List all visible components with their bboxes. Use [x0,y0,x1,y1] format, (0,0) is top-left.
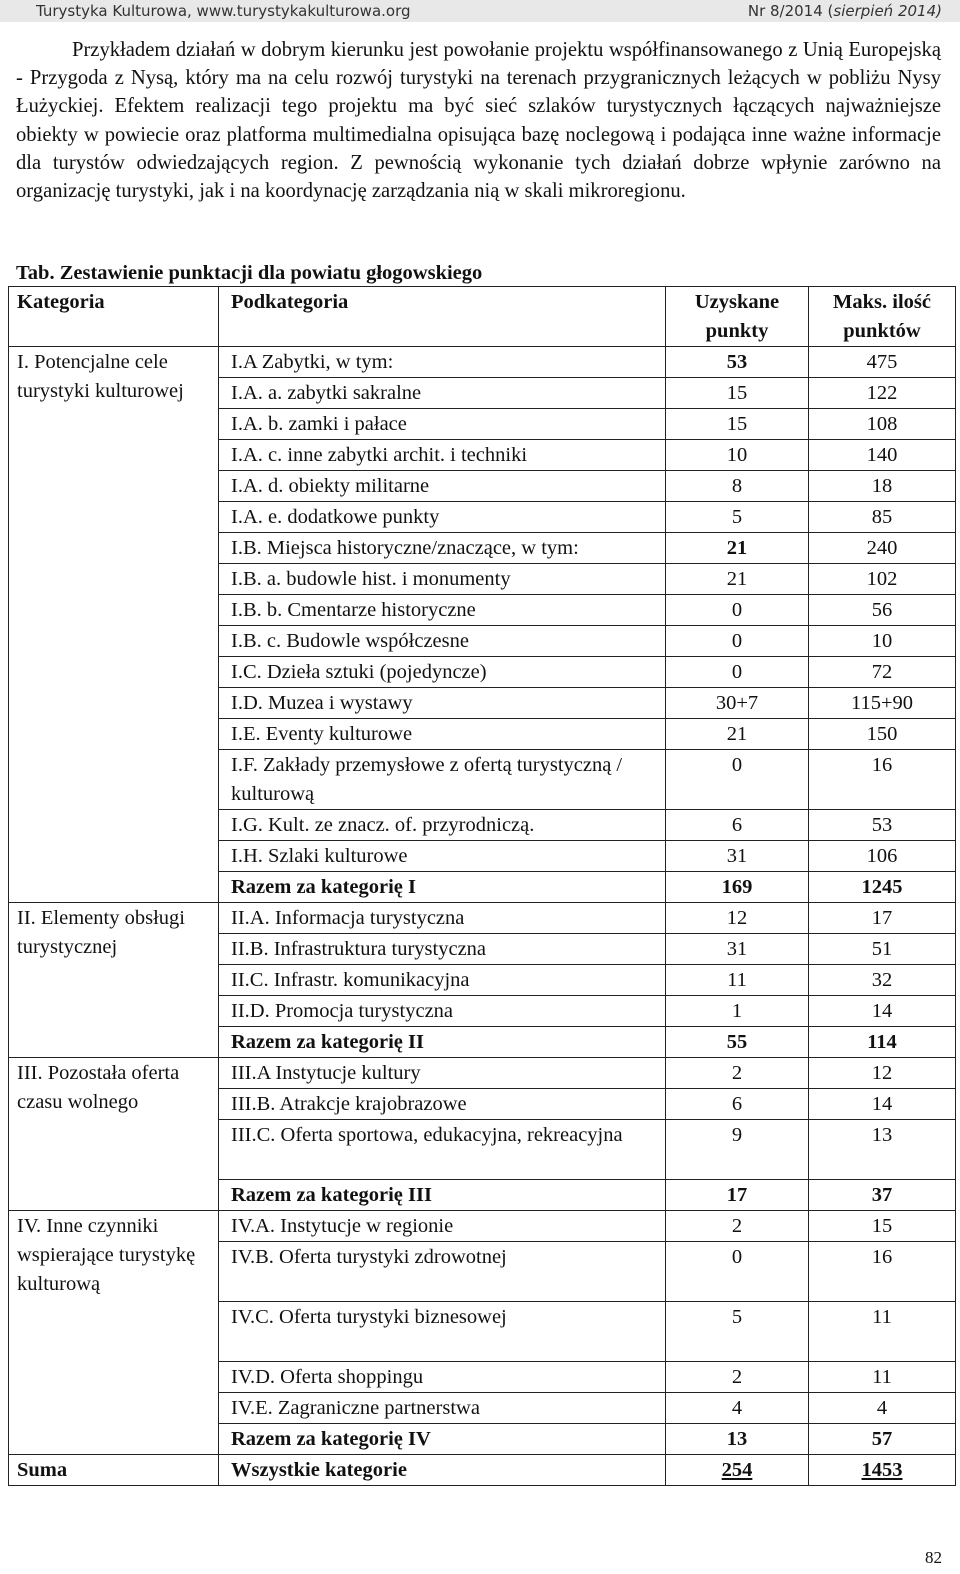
points-cell: 8 [666,471,809,502]
max-points-cell: 150 [809,719,956,750]
body-paragraph: Przykładem działań w dobrym kierunku jest powołanie projektu współfinansowanego z Unią Europejską - Przygoda z Nysą, który ma na celu rozwój turystyki na terenach przygranicznych leżących w pobliżu Nysy Łużyckiej. Efektem realizacji tego projektu ma być sieć szlaków turystycznych łączących najważniejsze obiekty w powiecie oraz platforma multimedialna opisująca bazę noclegową i podająca inne ważne informacje dla turystów odwiedzających region. Z pewnością wykonanie tych działań dobrze wpłynie zarówno na organizację turystyki, jak i na koordynację zarządzania nią w skali mikroregionu. [16,39,941,203]
points-cell: 9 [666,1120,809,1180]
points-cell: 2 [666,1058,809,1089]
running-header [0,0,960,22]
points-cell: 2 [666,1211,809,1242]
subcategory-cell: Razem za kategorię III [219,1180,666,1211]
points-cell: 15 [666,378,809,409]
max-points-cell: 16 [809,750,956,810]
subcategory-cell: I.E. Eventy kulturowe [219,719,666,750]
points-cell: 21 [666,719,809,750]
max-points-cell: 51 [809,934,956,965]
max-points-cell: 53 [809,810,956,841]
points-cell: 10 [666,440,809,471]
subcategory-cell: I.A. c. inne zabytki archit. i techniki [219,440,666,471]
max-points-cell: 11 [809,1362,956,1393]
points-cell: 31 [666,934,809,965]
category-cell: IV. Inne czynniki wspierające turystykę kulturową [9,1211,219,1455]
subcategory-cell: II.B. Infrastruktura turystyczna [219,934,666,965]
max-points-cell: 12 [809,1058,956,1089]
subcategory-cell: I.G. Kult. ze znacz. of. przyrodniczą. [219,810,666,841]
subcategory-cell: I.H. Szlaki kulturowe [219,841,666,872]
subcategory-cell: III.C. Oferta sportowa, edukacyjna, rekreacyjna [219,1120,666,1180]
max-points-cell: 32 [809,965,956,996]
category-cell: II. Elementy obsługi turystycznej [9,903,219,1058]
subcategory-cell: IV.E. Zagraniczne partnerstwa [219,1393,666,1424]
header-kategoria: Kategoria [9,287,219,347]
table-row [9,1211,956,1242]
points-cell: 4 [666,1393,809,1424]
sum-points: 254 [666,1455,809,1486]
subcategory-cell: Razem za kategorię II [219,1027,666,1058]
subcategory-cell: I.A Zabytki, w tym: [219,347,666,378]
table-header-row [9,287,956,347]
category-cell: I. Potencjalne cele turystyki kulturowej [9,347,219,903]
table-row [9,347,956,378]
points-cell: 2 [666,1362,809,1393]
scores-table [8,286,956,1486]
category-cell: III. Pozostała oferta czasu wolnego [9,1058,219,1211]
points-cell: 0 [666,626,809,657]
points-cell: 17 [666,1180,809,1211]
max-points-cell: 475 [809,347,956,378]
sum-row [9,1455,956,1486]
max-points-cell: 57 [809,1424,956,1455]
subcategory-cell: I.B. Miejsca historyczne/znaczące, w tym: [219,533,666,564]
max-points-cell: 16 [809,1242,956,1302]
subcategory-cell: I.A. e. dodatkowe punkty [219,502,666,533]
subcategory-cell: IV.C. Oferta turystyki biznesowej [219,1302,666,1362]
points-cell: 0 [666,657,809,688]
points-cell: 31 [666,841,809,872]
subcategory-cell: I.A. b. zamki i pałace [219,409,666,440]
subcategory-cell: II.D. Promocja turystyczna [219,996,666,1027]
points-cell: 0 [666,750,809,810]
points-cell: 5 [666,502,809,533]
table-row [9,903,956,934]
table-caption: Tab. Zestawienie punktacji dla powiatu głogowskiego [16,262,483,284]
sum-label: Suma [9,1455,219,1486]
max-points-cell: 11 [809,1302,956,1362]
subcategory-cell: IV.D. Oferta shoppingu [219,1362,666,1393]
subcategory-cell: III.A Instytucje kultury [219,1058,666,1089]
max-points-cell: 15 [809,1211,956,1242]
max-points-cell: 37 [809,1180,956,1211]
max-points-cell: 14 [809,996,956,1027]
max-points-cell: 72 [809,657,956,688]
points-cell: 15 [666,409,809,440]
points-cell: 1 [666,996,809,1027]
max-points-cell: 115+90 [809,688,956,719]
subcategory-cell: IV.B. Oferta turystyki zdrowotnej [219,1242,666,1302]
max-points-cell: 140 [809,440,956,471]
max-points-cell: 240 [809,533,956,564]
subcategory-cell: I.A. d. obiekty militarne [219,471,666,502]
max-points-cell: 122 [809,378,956,409]
max-points-cell: 4 [809,1393,956,1424]
max-points-cell: 56 [809,595,956,626]
header-uzyskane: Uzyskane punkty [666,287,809,347]
max-points-cell: 14 [809,1089,956,1120]
max-points-cell: 10 [809,626,956,657]
subcategory-cell: I.B. b. Cmentarze historyczne [219,595,666,626]
max-points-cell: 85 [809,502,956,533]
max-points-cell: 108 [809,409,956,440]
max-points-cell: 13 [809,1120,956,1180]
max-points-cell: 106 [809,841,956,872]
points-cell: 11 [666,965,809,996]
points-cell: 55 [666,1027,809,1058]
subcategory-cell: Razem za kategorię I [219,872,666,903]
table-row [9,1058,956,1089]
subcategory-cell: I.D. Muzea i wystawy [219,688,666,719]
max-points-cell: 17 [809,903,956,934]
points-cell: 21 [666,533,809,564]
subcategory-cell: I.C. Dzieła sztuki (pojedyncze) [219,657,666,688]
max-points-cell: 1245 [809,872,956,903]
points-cell: 53 [666,347,809,378]
subcategory-cell: IV.A. Instytucje w regionie [219,1211,666,1242]
points-cell: 30+7 [666,688,809,719]
points-cell: 6 [666,1089,809,1120]
page-number: 82 [925,1548,942,1567]
max-points-cell: 102 [809,564,956,595]
points-cell: 0 [666,595,809,626]
points-cell: 6 [666,810,809,841]
points-cell: 13 [666,1424,809,1455]
header-podkategoria: Podkategoria [219,287,666,347]
points-cell: 12 [666,903,809,934]
points-cell: 169 [666,872,809,903]
subcategory-cell: II.A. Informacja turystyczna [219,903,666,934]
subcategory-cell: III.B. Atrakcje krajobrazowe [219,1089,666,1120]
subcategory-cell: I.F. Zakłady przemysłowe z ofertą turystyczną / kulturową [219,750,666,810]
subcategory-cell: I.B. c. Budowle współczesne [219,626,666,657]
points-cell: 21 [666,564,809,595]
journal-title: Turystyka Kulturowa, www.turystykakulturowa.org [36,2,411,20]
header-maks: Maks. ilość punktów [809,287,956,347]
subcategory-cell: I.B. a. budowle hist. i monumenty [219,564,666,595]
sum-max-points: 1453 [809,1455,956,1486]
sum-subcategory: Wszystkie kategorie [219,1455,666,1486]
max-points-cell: 18 [809,471,956,502]
issue-label: Nr 8/2014 (sierpień 2014) [747,2,942,20]
subcategory-cell: Razem za kategorię IV [219,1424,666,1455]
points-cell: 5 [666,1302,809,1362]
points-cell: 0 [666,1242,809,1302]
max-points-cell: 114 [809,1027,956,1058]
subcategory-cell: I.A. a. zabytki sakralne [219,378,666,409]
subcategory-cell: II.C. Infrastr. komunikacyjna [219,965,666,996]
